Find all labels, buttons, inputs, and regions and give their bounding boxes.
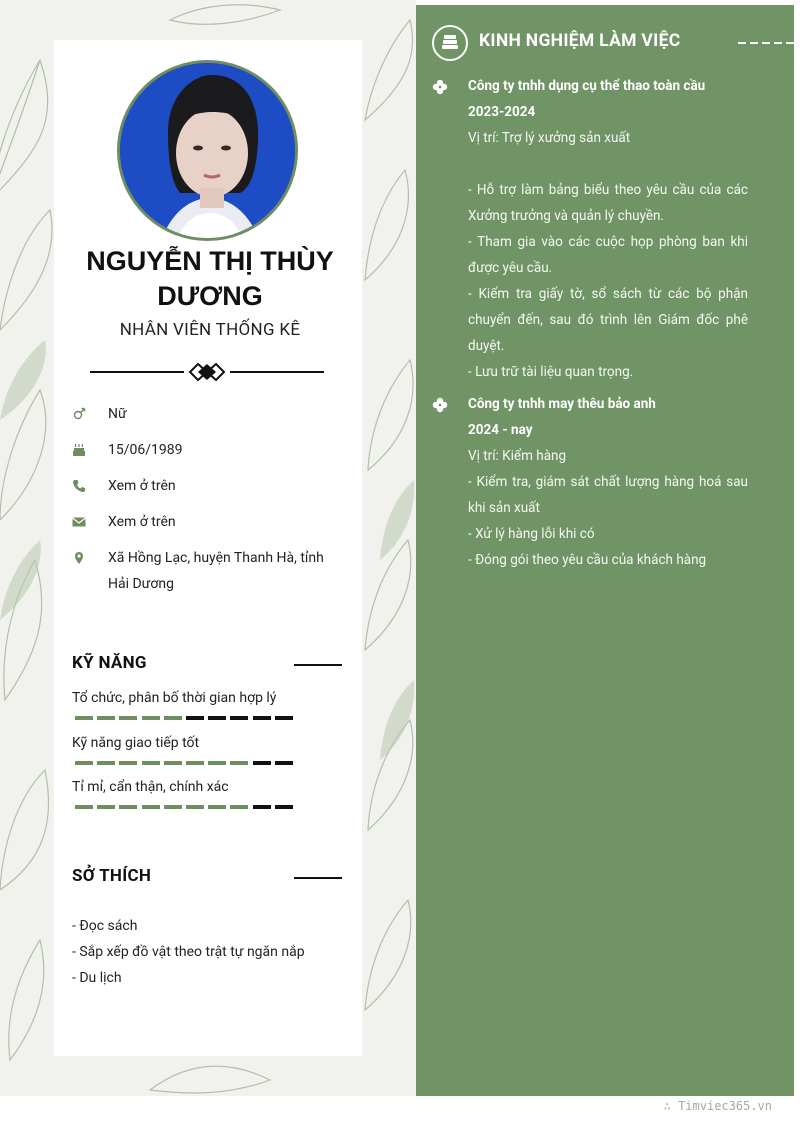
- skill-segment: [142, 805, 160, 809]
- logo-dots-icon: ∴: [663, 1099, 679, 1113]
- skill-segment: [119, 716, 137, 720]
- heading-line: [294, 877, 342, 879]
- hobby-item: - Sắp xếp đồ vật theo trật tự ngăn nắp: [72, 944, 305, 960]
- job-duty: - Xử lý hàng lỗi khi có: [468, 526, 595, 542]
- skill-segment: [142, 716, 160, 720]
- skill-segment: [75, 761, 93, 765]
- experience-header: [432, 25, 782, 61]
- skills-heading-text: KỸ NĂNG: [72, 653, 147, 673]
- briefcase-stack-icon: [432, 25, 468, 61]
- skill-segment: [164, 716, 182, 720]
- watermark: [664, 1099, 772, 1113]
- hobbies-heading: [72, 866, 342, 886]
- skill-segment: [97, 761, 115, 765]
- location-pin-icon: [72, 551, 86, 565]
- person-photo-icon: [120, 63, 298, 241]
- brand-text: Timviec365.vn: [678, 1099, 772, 1113]
- hobbies-heading-text: SỞ THÍCH: [72, 866, 152, 886]
- skill-bar: [75, 716, 297, 720]
- email-value: Xem ở trên: [108, 514, 176, 530]
- full-name-line-2: DƯƠNG: [157, 281, 263, 311]
- skill-label: Tổ chức, phân bố thời gian hợp lý: [72, 690, 277, 706]
- job-duty: - Hỗ trợ làm bảng biểu theo yêu cầu của các Xưởng trưởng và quản lý chuyền.: [468, 182, 748, 224]
- skill-segment: [253, 716, 271, 720]
- flower-icon: [432, 397, 448, 413]
- job-title: NHÂN VIÊN THỐNG KÊ: [119, 320, 301, 340]
- skill-segment: [275, 761, 293, 765]
- job-duty: - Kiểm tra giấy tờ, sổ sách từ các bộ phận chuyển đến, sau đó trình lên Giám đốc phê duyệt.: [468, 286, 748, 354]
- skill-segment: [230, 761, 248, 765]
- flower-icon: [432, 79, 448, 95]
- experience-column: [416, 5, 794, 1096]
- phone-value: Xem ở trên: [108, 478, 176, 494]
- job-duty: - Tham gia vào các cuộc họp phòng ban khi được yêu cầu.: [468, 234, 748, 276]
- heading-line: [294, 664, 342, 666]
- birthday-value: 15/06/1989: [108, 442, 183, 458]
- skill-segment: [119, 805, 137, 809]
- skill-segment: [186, 761, 204, 765]
- job-duty: - Đóng gói theo yêu cầu của khách hàng: [468, 552, 707, 568]
- skill-segment: [208, 805, 226, 809]
- skills-heading: [72, 653, 342, 673]
- skill-segment: [75, 716, 93, 720]
- skill-segment: [97, 716, 115, 720]
- job-entry-1: [468, 73, 748, 385]
- skill-segment: [275, 716, 293, 720]
- skill-segment: [253, 761, 271, 765]
- job-company: Công ty tnhh dụng cụ thể thao toàn cầu: [468, 78, 706, 94]
- birthday-cake-icon: [72, 443, 86, 457]
- hobby-item: - Đọc sách: [72, 918, 138, 934]
- job-position: Vị trí: Kiểm hàng: [468, 448, 567, 464]
- skill-segment: [164, 805, 182, 809]
- skill-label: Kỹ năng giao tiếp tốt: [72, 735, 200, 751]
- skill-bar: [75, 761, 297, 765]
- skill-segment: [164, 761, 182, 765]
- job-entry-2: [468, 391, 748, 573]
- job-position: Vị trí: Trợ lý xưởng sản xuất: [468, 130, 631, 146]
- gender-icon: [72, 407, 86, 421]
- job-duty: - Kiểm tra, giám sát chất lượng hàng hoá sau khi sản xuất: [468, 474, 748, 516]
- job-company: Công ty tnhh may thêu bảo anh: [468, 396, 656, 412]
- full-name: [60, 244, 360, 314]
- ornament-divider: [90, 362, 324, 382]
- skill-segment: [119, 761, 137, 765]
- skill-segment: [75, 805, 93, 809]
- job-duty: - Lưu trữ tài liệu quan trọng.: [468, 364, 634, 380]
- hobby-item: - Du lịch: [72, 970, 122, 986]
- skill-segment: [230, 805, 248, 809]
- experience-heading: KINH NGHIỆM LÀM VIỆC: [479, 31, 681, 51]
- skill-segment: [208, 761, 226, 765]
- skill-segment: [186, 805, 204, 809]
- skill-segment: [208, 716, 226, 720]
- skill-bar: [75, 805, 297, 809]
- skill-segment: [97, 805, 115, 809]
- skill-segment: [253, 805, 271, 809]
- skill-segment: [142, 761, 160, 765]
- address-value: Xã Hồng Lạc, huyện Thanh Hà, tỉnh Hải Dương: [108, 550, 324, 592]
- avatar: [117, 60, 298, 241]
- skill-segment: [230, 716, 248, 720]
- skill-segment: [186, 716, 204, 720]
- skill-segment: [275, 805, 293, 809]
- gender-value: Nữ: [108, 406, 127, 422]
- heading-dashed-line: [738, 42, 794, 44]
- skill-label: Tỉ mỉ, cẩn thận, chính xác: [72, 779, 229, 795]
- job-period: 2024 - nay: [468, 422, 533, 438]
- full-name-line-1: NGUYỄN THỊ THÙY: [86, 246, 334, 276]
- phone-icon: [72, 479, 86, 493]
- envelope-icon: [72, 515, 86, 529]
- job-period: 2023-2024: [468, 104, 536, 120]
